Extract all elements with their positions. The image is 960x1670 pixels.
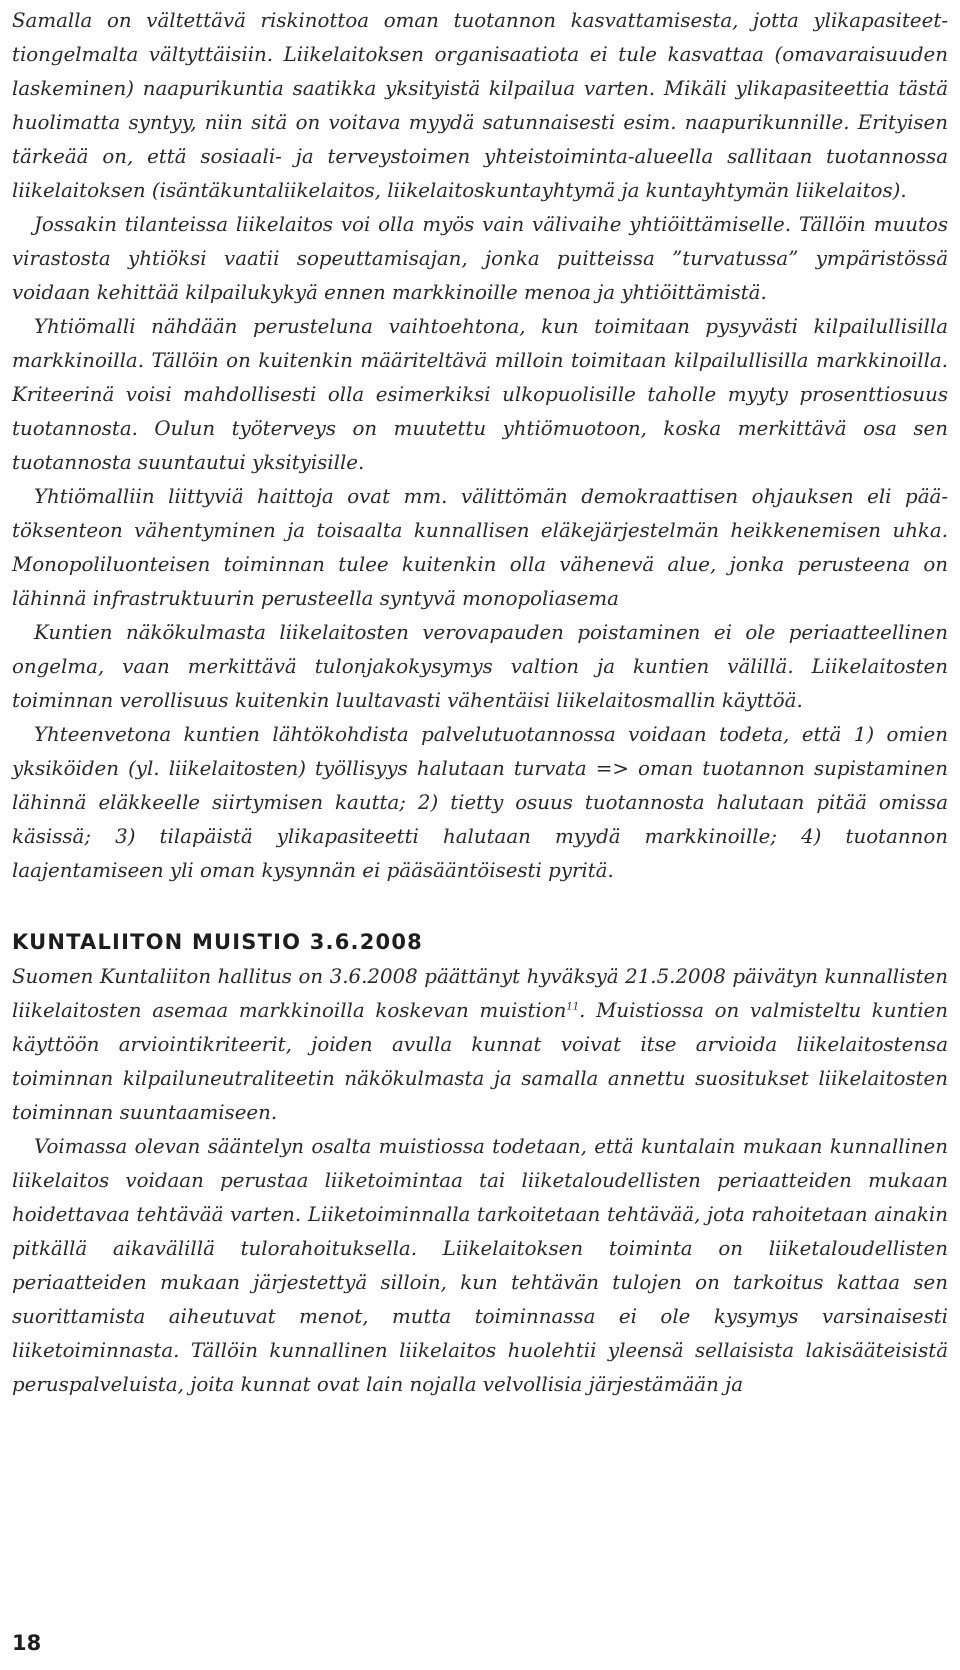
memo-approval-text: Suomen Kuntaliiton hallitus on 3.6.2008 päättänyt hyväksyä 21.5.2008 päivätyn kunnallisten liikelaitosten asemaa markkinoilla koskevan muistion [12,965,948,1022]
paragraph-current-regulation: Voimassa olevan sääntelyn osalta muistiossa todetaan, että kuntalain mukaan kunnallinen liikelaitos voidaan perustaa liiketoimintaa tai liiketaloudellisten periaatteiden mukaan hoidettavaa tehtävää varten. Liiketoiminnalla tarkoitetaan tehtävää, jota rahoitetaan ainakin pitkällä aikavälillä tulorahoituksella. Liikelaitoksen toiminta on liiketaloudellisten periaatteiden mukaan järjestettyä silloin, kun tehtävän tulojen on tarkoitus kattaa sen suorittamista aiheutuvat menot, mutta toiminnassa ei ole kysymys varsinaisesti liiketoiminnasta. Tällöin kunnallinen liikelaitos huolehtii yleensä sellaisista lakisääteisistä peruspalveluista, joita kunnat ovat lain nojalla velvollisia järjestämään ja [12,1135,948,1396]
paragraph-summary: Yhteenvetona kuntien lähtökohdista palvelutuotannossa voidaan todeta, että 1) omien yksiköiden (yl. liikelaitosten) työllisyys halutaan turvata => oman tuotannon supistaminen lähinnä eläkkeelle siirtymisen kautta; 2) tietty osuus tuotannosta halutaan pitää omissa käsissä; 3) tilapäistä ylikapasiteetti halutaan myydä markkinoille; 4) tuotannon laajentamiseen yli oman kysynnän ei pääsääntöisesti pyritä. [12,723,948,882]
memo-approval-text-continued: . Muistiossa on valmisteltu kuntien käyttöön arviointikriteerit, joiden avulla kunnat voivat itse arvioida liikelaitostensa toiminnan kilpailuneutraliteetin näkökulmasta ja samalla annettu suositukset liikelaitosten toiminnan suuntaamiseen. [12,999,948,1124]
section-heading: KUNTALIITON MUISTIO 3.6.2008 [12,930,423,954]
paragraph-risk-taking: Samalla on vältettävä riskinottoa oman tuotannon kasvattamisesta, jotta ylikapasiteettiongelmalta vältyttäisiin. Liikelaitoksen organisaatiota ei tule kasvattaa (omavaraisuuden laskeminen) naapurikuntia saatikka yksityistä kilpailua varten. Mikäli ylikapasiteettia tästä huolimatta syntyy, niin sitä on voitava myydä satunnaisesti esim. naapurikunnille. Erityisen tärkeää on, että sosiaali- ja terveystoimen yhteistoiminta-alueella sallitaan tuotannossa liikelaitoksen (isäntäkuntaliikelaitos, liikelaitoskuntayhtymä ja kuntayhtymän liikelaitos). [12,9,948,202]
paragraph-company-drawbacks: Yhtiömalliin liittyviä haittoja ovat mm. välittömän demokraattisen ohjauksen eli päätöksenteon vähentyminen ja toisaalta kunnallisen eläkejärjestelmän heikkenemisen uhka. Monopoliluonteisen toiminnan tulee kuitenkin olla vähenevä alue, jonka perusteena on lähinnä infrastruktuurin perusteella syntyvä monopoliasema [12,485,948,610]
footnote-marker[interactable]: 11 [566,1001,580,1013]
paragraph-memo-approval [12,960,948,1130]
paragraph-transition-phase: Jossakin tilanteissa liikelaitos voi olla myös vain välivaihe yhtiöittämiselle. Tällöin muutos virastosta yhtiöksi vaatii sopeuttamisajan, jonka puitteissa ”turvatussa” ympäristössä voidaan kehittää kilpailukykyä ennen markkinoille menoa ja yhtiöittämistä. [12,213,948,304]
paragraph-company-model: Yhtiömalli nähdään perusteluna vaihtoehtona, kun toimitaan pysyvästi kilpailullisilla markkinoilla. Tällöin on kuitenkin määriteltävä milloin toimitaan kilpailullisilla markkinoilla. Kriteerinä voisi mahdollisesti olla esimerkiksi ulkopuolisille taholle myyty prosenttiosuus tuotannosta. Oulun työterveys on muutettu yhtiömuotoon, koska merkittävä osa sen tuotannosta suuntautui yksityisille. [12,315,948,474]
paragraph-tax-exemption: Kuntien näkökulmasta liikelaitosten verovapauden poistaminen ei ole periaatteellinen ongelma, vaan merkittävä tulonjakokysymys valtion ja kuntien välillä. Liikelaitosten toiminnan verollisuus kuitenkin luultavasti vähentäisi liikelaitosmallin käyttöä. [12,621,948,712]
page-number: 18 [12,1631,42,1655]
